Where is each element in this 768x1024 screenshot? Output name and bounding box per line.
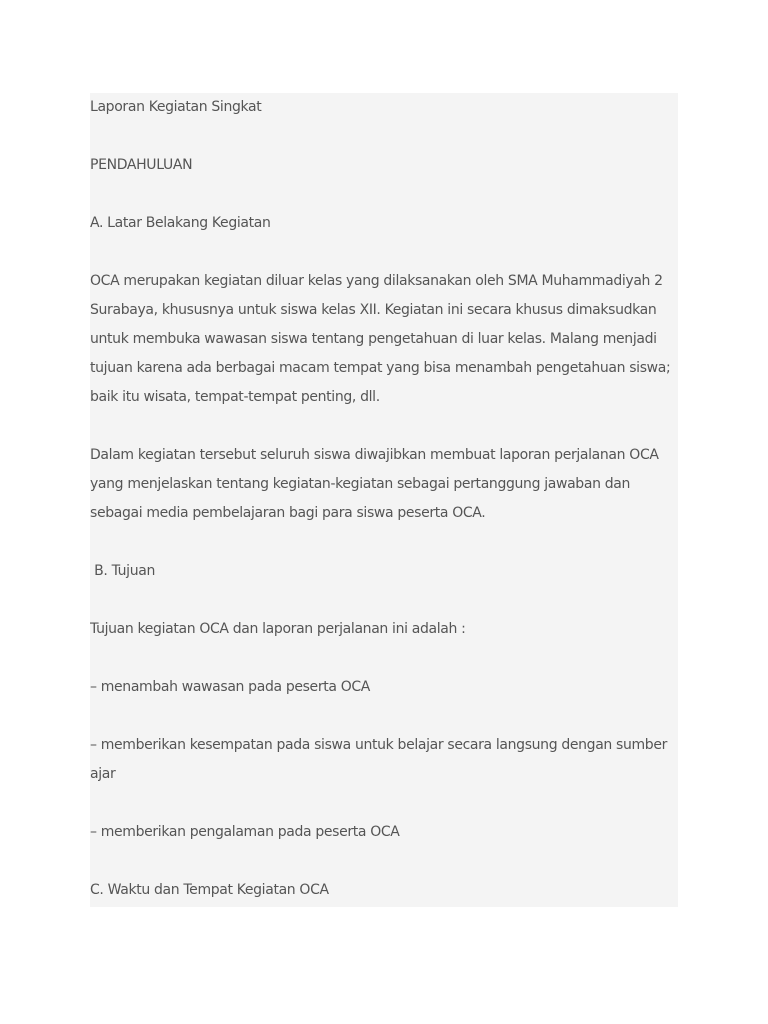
tujuan-item-1: – menambah wawasan pada peserta OCA [90,679,371,695]
report-title: Laporan Kegiatan Singkat [90,99,262,115]
paragraph-latar-belakang-2: Dalam kegiatan tersebut seluruh siswa diwajibkan membuat laporan perjalanan OCA yang menjelaskan tentang kegiatan-kegiatan sebagai pertanggung jawaban dan sebagai media pembelajaran bagi para siswa peserta OCA. [90,447,663,521]
tujuan-item-3: – memberikan pengalaman pada peserta OCA [90,824,400,840]
tujuan-intro: Tujuan kegiatan OCA dan laporan perjalanan ini adalah : [90,621,466,637]
heading-latar-belakang: A. Latar Belakang Kegiatan [90,215,271,231]
heading-tujuan: B. Tujuan [90,563,155,579]
paragraph-latar-belakang-1: OCA merupakan kegiatan diluar kelas yang dilaksanakan oleh SMA Muhammadiyah 2 Surabaya, khususnya untuk siswa kelas XII. Kegiatan ini secara khusus dimaksudkan untuk membuka wawasan siswa tentang pengetahuan di luar kelas. Malang menjadi tujuan karena ada berbagai macam tempat yang bisa menambah pengetahuan siswa; baik itu wisata, tempat-tempat penting, dll. [90,273,675,405]
heading-waktu-tempat: C. Waktu dan Tempat Kegiatan OCA [90,882,329,898]
section-heading: PENDAHULUAN [90,157,193,173]
tujuan-item-2: – memberikan kesempatan pada siswa untuk belajar secara langsung dengan sumber ajar [90,737,672,782]
document-content [90,93,678,907]
